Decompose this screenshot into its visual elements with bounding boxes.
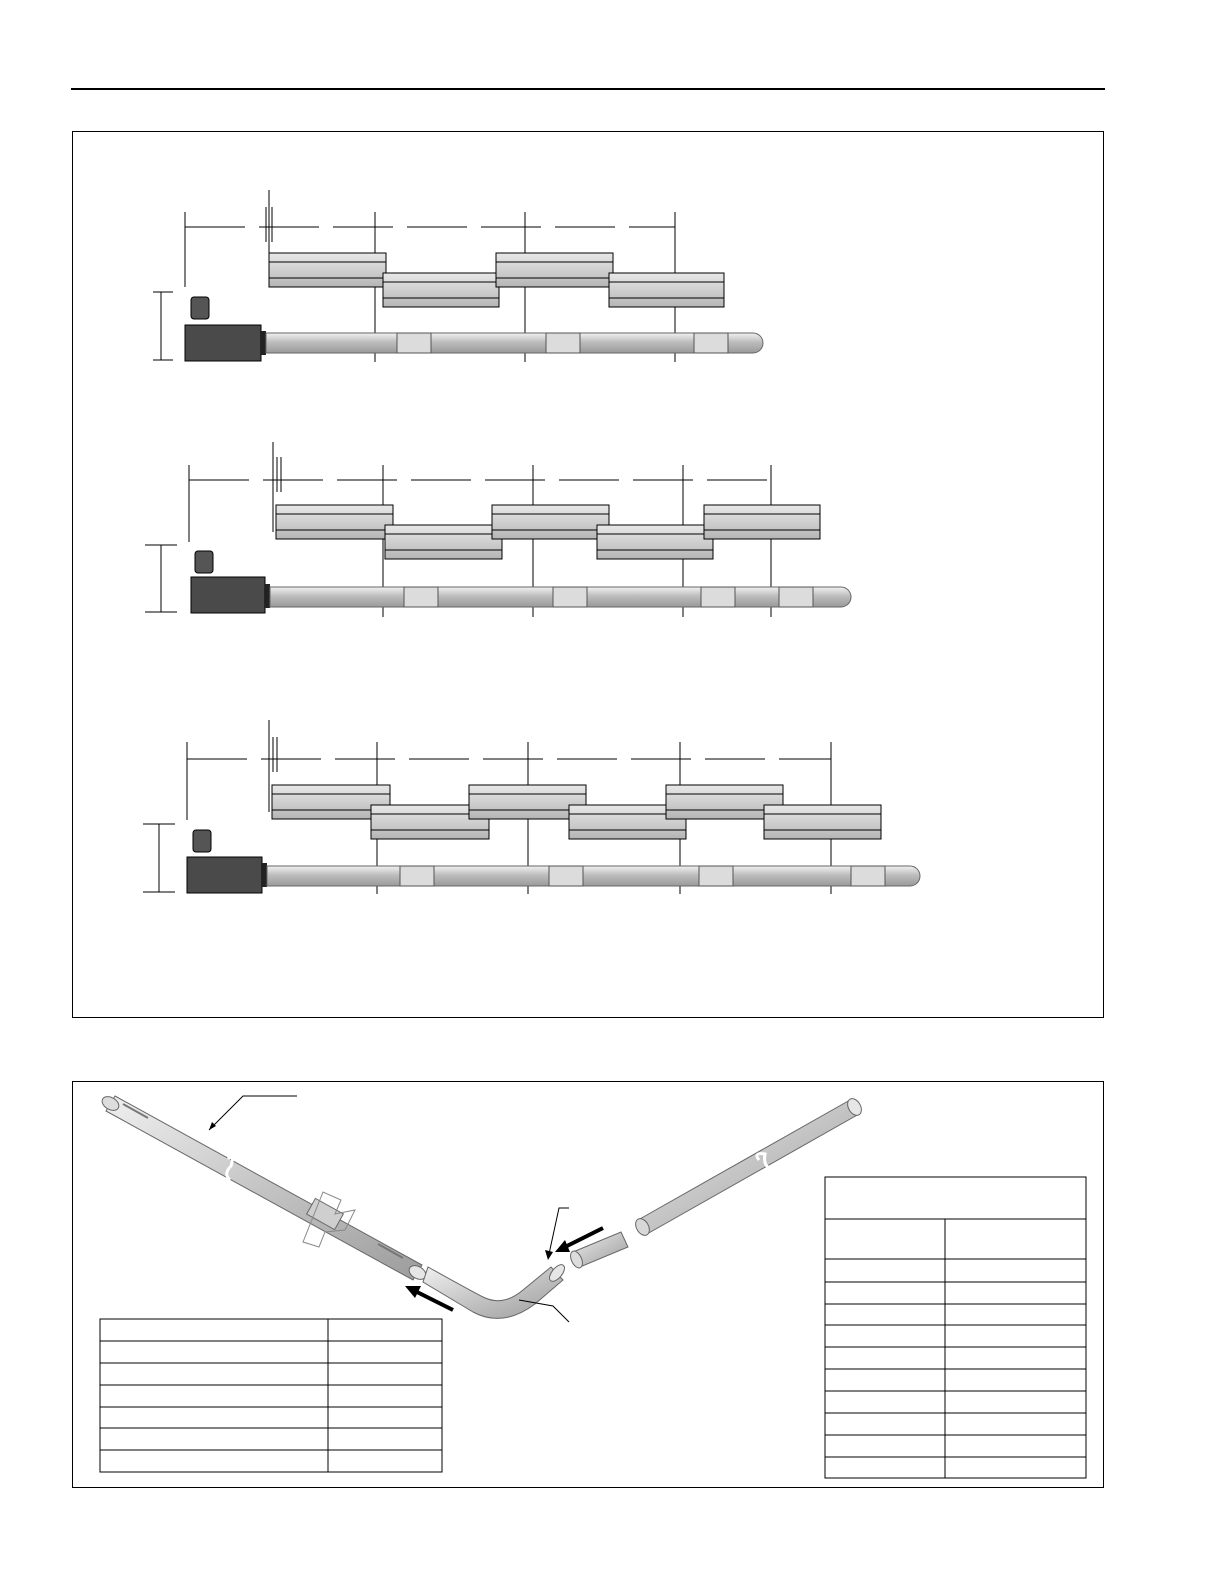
drive-motor	[191, 551, 270, 613]
bent-shaft-section	[423, 1262, 569, 1322]
shaft-coupler	[851, 866, 885, 886]
track-sections	[269, 253, 724, 307]
header-rule	[71, 88, 1105, 90]
shaft-splice-diagram	[73, 1082, 1105, 1489]
shaft-coupler	[404, 587, 438, 607]
assembly-diagram	[73, 132, 1105, 1019]
drive-shaft	[266, 333, 763, 353]
shaft-coupler	[546, 333, 580, 353]
shaft-coupler	[699, 866, 733, 886]
shaft-coupler	[397, 333, 431, 353]
shaft-coupler	[779, 587, 813, 607]
drive-motor	[187, 830, 267, 893]
drive-motor	[185, 297, 266, 361]
assembly-5-section	[143, 720, 920, 894]
shaft-coupler	[701, 587, 735, 607]
assembly-4-section	[145, 442, 851, 617]
callout-leader	[209, 1096, 297, 1130]
drive-shaft	[270, 587, 851, 607]
drive-shaft	[267, 866, 920, 886]
shaft-coupler	[400, 866, 434, 886]
shaft-coupler-piece	[568, 1232, 628, 1270]
right-table	[825, 1177, 1086, 1478]
left-table	[100, 1319, 442, 1472]
shaft-coupler	[694, 333, 728, 353]
assembly-3-section	[153, 190, 763, 362]
track-sections	[272, 785, 881, 839]
assembly-diagram-panel	[72, 131, 1104, 1018]
shaft-coupler	[553, 587, 587, 607]
shaft-splice-panel	[72, 1081, 1104, 1488]
splined-shaft	[100, 1094, 429, 1282]
shaft-coupler	[549, 866, 583, 886]
track-sections	[276, 505, 820, 559]
